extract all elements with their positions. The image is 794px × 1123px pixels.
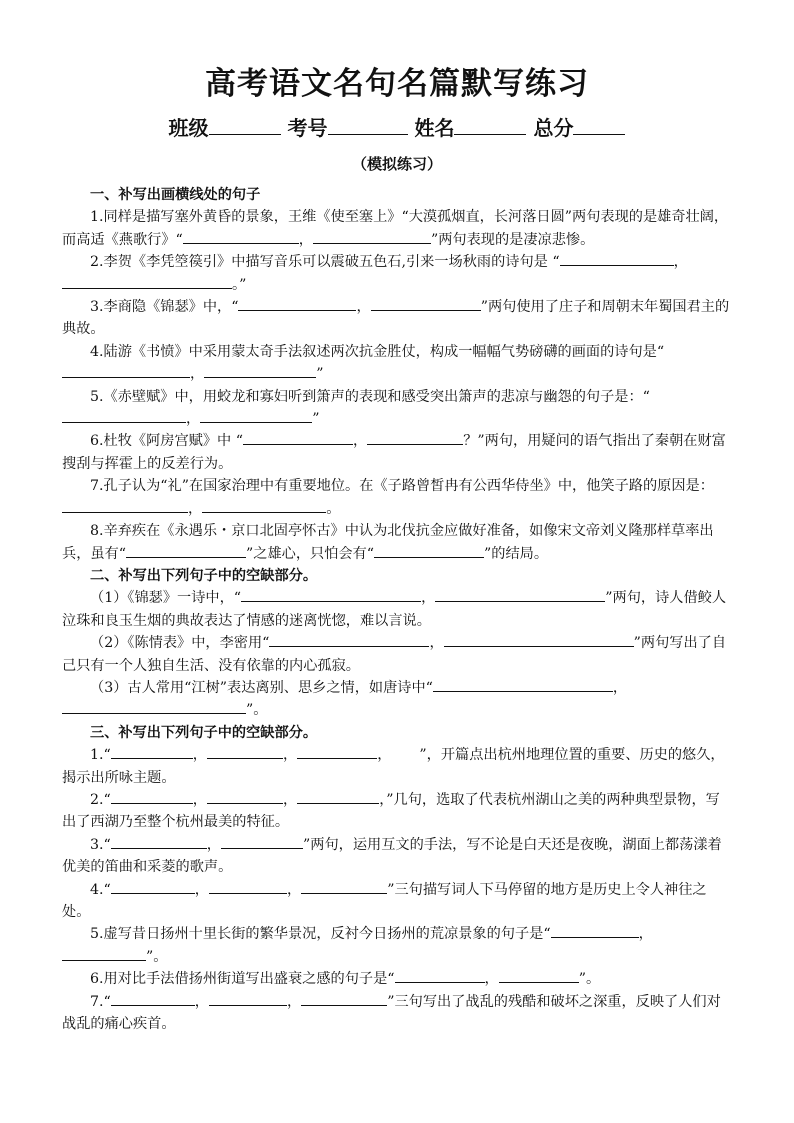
question-1-8: 8.辛弃疾在《永遇乐・京口北固亭怀古》中认为北伐抗金应做好准备，如像宋文帝刘义隆那样草率出兵，虽有“ ”之雄心，只怕会有“ ”的结局。 [62, 523, 714, 562]
answer-blank[interactable] [433, 677, 613, 692]
answer-blank[interactable] [183, 229, 299, 244]
question-3-7: 7.“ ， ， ”三句写出了战乱的残酷和破坏之深重，反映了人们对战乱的痛心疾首。 [62, 991, 734, 1036]
page-subtitle: （模拟练习） [351, 155, 442, 173]
section-3-heading: 三、补写出下列句子中的空缺部分。 [90, 724, 318, 741]
answer-blank[interactable] [111, 744, 193, 759]
answer-blank[interactable] [238, 296, 356, 311]
question-1-3: 3.李商隐《锦瑟》中，“ ， ”两句使用了庄子和周朝末年蜀国君主的典故。 [62, 296, 734, 341]
name-blank[interactable] [454, 116, 526, 135]
question-1-6: 6.杜牧《阿房宫赋》中 “ ， ？”两句，用疑问的语气指出了秦朝在财富搜刮与挥霍上的反差行为。 [62, 430, 734, 475]
answer-blank[interactable] [301, 991, 387, 1006]
answer-blank[interactable] [62, 699, 246, 714]
question-1-2: 2.李贺《李凭箜篌引》中描写音乐可以震破五色石,引来一场秋雨的诗句是 “ ，。” [62, 251, 734, 296]
name-label: 姓名 [414, 116, 455, 140]
question-1-4: 4.陆游《书愤》中采用蒙太奇手法叙述两次抗金胜仗，构成一幅幅气势磅礴的画面的诗句是“， ” [62, 341, 734, 386]
question-3-1: 1.“ ， ， ， ”，开篇点出杭州地理位置的重要、历史的悠久，揭示出所咏主题。 [62, 744, 734, 789]
answer-blank[interactable] [241, 587, 421, 602]
answer-blank[interactable] [111, 879, 195, 894]
page-title: 高考语文名句名篇默写练习 [205, 66, 589, 102]
answer-blank[interactable] [297, 789, 379, 804]
question-2-3: （3）古人常用“江树”表达离别、思乡之情，如唐诗中“ ，”。 [62, 677, 734, 722]
answer-blank[interactable] [200, 408, 312, 423]
answer-blank[interactable] [435, 587, 605, 602]
answer-blank[interactable] [374, 543, 484, 558]
section-2-heading: 二、补写出下列句子中的空缺部分。 [90, 567, 318, 584]
answer-blank[interactable] [62, 498, 188, 513]
exercise-content [62, 184, 734, 1035]
question-3-5: 5.虚写昔日扬州十里长街的繁华景况，反衬今日扬州的荒凉景象的句子是“ ，”。 [62, 923, 734, 968]
answer-blank[interactable] [551, 923, 639, 938]
answer-blank[interactable] [111, 834, 207, 849]
answer-blank[interactable] [111, 789, 193, 804]
answer-blank[interactable] [395, 968, 485, 983]
answer-blank[interactable] [560, 251, 674, 266]
answer-blank[interactable] [499, 968, 579, 983]
answer-blank[interactable] [367, 430, 463, 445]
question-3-3: 3.“ ， ”两句，运用互文的手法，写不论是白天还是夜晚，湖面上都荡漾着优美的笛曲和采菱的歌声。 [62, 834, 734, 879]
question-3-2: 2.“ ， ， ，”几句，选取了代表杭州湖山之美的两种典型景物，写出了西湖乃至整个杭州最美的特征。 [62, 789, 734, 834]
answer-blank[interactable] [62, 946, 146, 961]
answer-blank[interactable] [126, 543, 246, 558]
answer-blank[interactable] [111, 991, 195, 1006]
question-2-1: （1）《锦瑟》一诗中，“ ， ”两句，诗人借鲛人泣珠和良玉生烟的典故表达了情感的迷离恍惚，难以言说。 [62, 587, 734, 632]
answer-blank[interactable] [209, 991, 287, 1006]
answer-blank[interactable] [297, 744, 377, 759]
answer-blank[interactable] [62, 363, 190, 378]
answer-blank[interactable] [62, 408, 186, 423]
answer-blank[interactable] [207, 789, 283, 804]
answer-blank[interactable] [391, 745, 419, 759]
answer-blank[interactable] [301, 879, 387, 894]
class-label: 班级 [168, 116, 209, 140]
score-blank[interactable] [573, 116, 625, 135]
question-1-5: 5.《赤壁赋》中，用蛟龙和寡妇听到箫声的表现和感受突出箫声的悲凉与幽怨的句子是：“， ” [62, 386, 734, 431]
exam-no-label: 考号 [287, 116, 328, 140]
answer-blank[interactable] [243, 430, 353, 445]
score-label: 总分 [533, 116, 574, 140]
answer-blank[interactable] [202, 498, 326, 513]
question-1-7: 7.孔子认为“礼”在国家治理中有重要地位。在《子路曾皙冉有公西华侍坐》中，他笑子路的原因是：， 。 [62, 475, 734, 520]
answer-blank[interactable] [62, 274, 232, 289]
answer-blank[interactable] [313, 229, 431, 244]
answer-blank[interactable] [209, 879, 287, 894]
answer-blank[interactable] [269, 632, 429, 647]
answer-blank[interactable] [371, 296, 481, 311]
section-1-heading: 一、补写出画横线处的句子 [90, 187, 261, 203]
question-3-6: 6.用对比手法借扬州街道写出盛衰之感的句子是“ ， ”。 [62, 968, 734, 990]
question-2-2: （2）《陈情表》中，李密用“ ， ”两句写出了自己只有一个人独自生活、没有依靠的内心孤寂。 [62, 632, 734, 677]
exam-no-blank[interactable] [328, 116, 408, 135]
answer-blank[interactable] [221, 834, 303, 849]
question-1-1: 1.同样是描写塞外黄昏的景象，王维《使至塞上》“大漠孤烟直，长河落日圆”两句表现的是雄奇壮阔，而高适《燕歌行》“ ， ”两句表现的是凄凉悲惨。 [62, 209, 729, 248]
question-3-4: 4.“ ， ， ”三句描写词人下马停留的地方是历史上令人神往之处。 [62, 879, 734, 924]
answer-blank[interactable] [444, 632, 634, 647]
class-blank[interactable] [209, 116, 281, 135]
answer-blank[interactable] [207, 744, 283, 759]
answer-blank[interactable] [204, 363, 316, 378]
student-info-line [0, 112, 794, 141]
